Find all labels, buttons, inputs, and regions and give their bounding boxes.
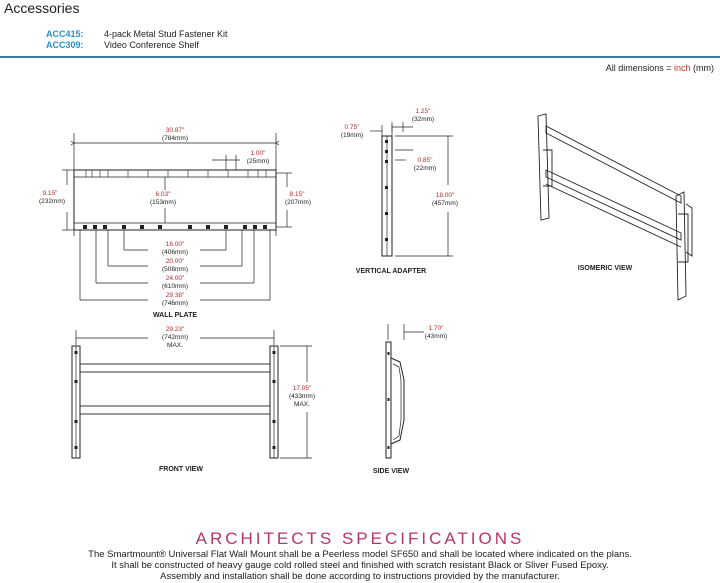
view-label-isometric: ISOMERIC VIEW xyxy=(577,265,633,272)
view-label-side: SIDE VIEW xyxy=(372,468,410,475)
dim-label: 16.00" xyxy=(165,241,185,248)
dimensions-note-mm: (mm) xyxy=(690,63,714,73)
specifications-line: It shall be constructed of heavy gauge cold rolled steel and finished with scratch resistant Black or Sliver Fused Epoxy. xyxy=(111,560,609,571)
dim-label: (610mm) xyxy=(161,283,189,290)
dim-label: 24.00" xyxy=(165,275,185,282)
dim-label: (25mm) xyxy=(246,158,270,165)
vertical-adapter-drawing xyxy=(370,122,453,256)
view-label-wall-plate: WALL PLATE xyxy=(152,312,198,319)
isometric-drawing xyxy=(538,114,692,300)
dim-label: 0.75" xyxy=(344,124,360,131)
dimensions-note-prefix: All dimensions = xyxy=(605,63,674,73)
dim-label: 30.87" xyxy=(165,127,185,134)
dim-label: (207mm) xyxy=(284,199,312,206)
dim-label: (406mm) xyxy=(161,249,189,256)
dim-label: (457mm) xyxy=(431,200,459,207)
view-label-vertical-adapter: VERTICAL ADAPTER xyxy=(355,268,427,275)
front-view-drawing xyxy=(72,330,312,458)
dim-label: 0.85" xyxy=(417,157,433,164)
dim-label: (153mm) xyxy=(149,199,177,206)
page-title: Accessories xyxy=(4,0,80,16)
specifications-title: ARCHITECTS SPECIFICATIONS xyxy=(195,529,525,548)
dim-label: (43mm) xyxy=(424,333,448,340)
dim-label: 8.15" xyxy=(289,191,305,198)
accessory-code: ACC415: xyxy=(46,29,84,39)
dim-label: (19mm) xyxy=(340,132,364,139)
dim-label: 18.00" xyxy=(435,192,455,199)
specifications-line: The Smartmount® Universal Flat Wall Mount shall be a Peerless model SF650 and shall be located where indicated on the plans. xyxy=(88,549,632,560)
dim-label: 20.00" xyxy=(165,258,185,265)
dim-label: (746mm) xyxy=(161,300,189,307)
dim-label: 9.15" xyxy=(42,190,58,197)
dimensions-note-unit: inch xyxy=(673,63,691,73)
dim-label: 29.38" xyxy=(165,292,185,299)
dim-label: 6.03" xyxy=(155,191,171,198)
dim-label: (22mm) xyxy=(413,165,437,172)
dim-label: (232mm) xyxy=(38,198,66,205)
dim-label: 1.00" xyxy=(250,150,266,157)
dim-label: MAX. xyxy=(167,342,183,349)
dim-label: 29.23" xyxy=(165,326,185,333)
view-label-front: FRONT VIEW xyxy=(159,466,203,473)
side-view-drawing xyxy=(386,324,424,458)
accessory-description: Video Conference Shelf xyxy=(104,40,199,50)
specifications-line: Assembly and installation shall be done according to instructions provided by the manufacturer. xyxy=(160,571,560,582)
dim-label: (32mm) xyxy=(411,116,435,123)
accessory-description: 4-pack Metal Stud Fastener Kit xyxy=(104,29,228,39)
dim-label: 17.05" xyxy=(292,385,312,392)
dim-label: MAX. xyxy=(294,401,310,408)
dim-label: (433mm) xyxy=(288,393,316,400)
dim-label: (742mm) xyxy=(161,334,189,341)
dim-label: 1.70" xyxy=(428,325,444,332)
dim-label: (508mm) xyxy=(161,266,189,273)
accessory-code: ACC309: xyxy=(46,40,84,50)
dim-label: (784mm) xyxy=(161,135,189,142)
dim-label: 1.25" xyxy=(415,108,431,115)
